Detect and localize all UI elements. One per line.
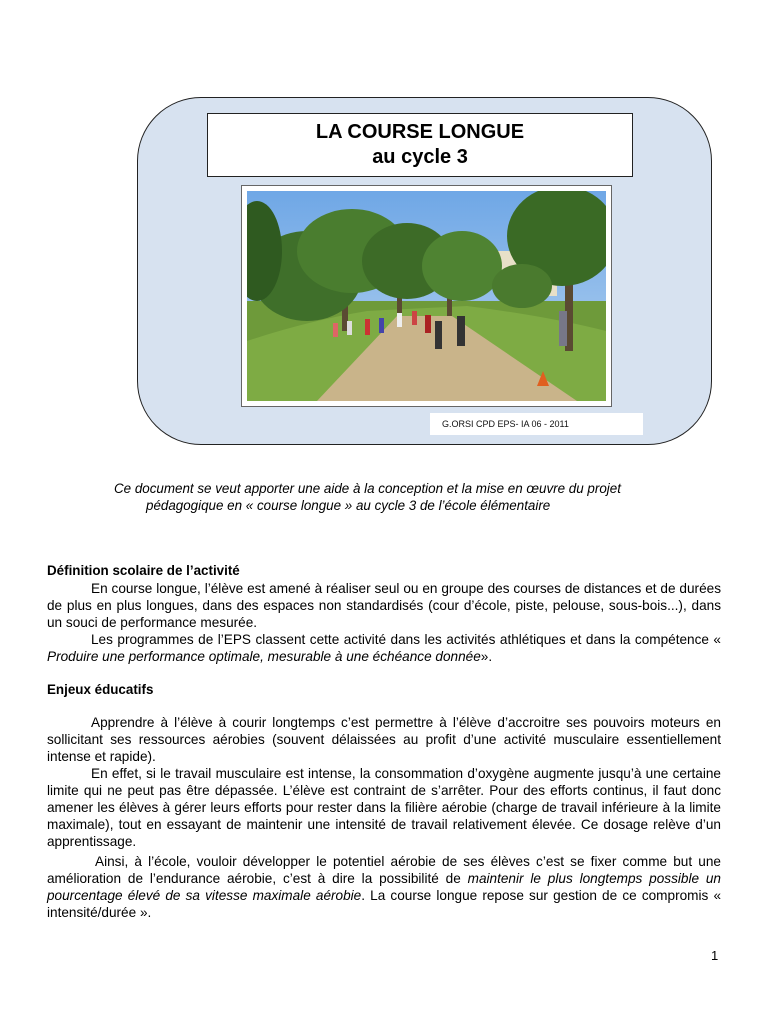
enjeux-paragraph-2	[47, 765, 721, 850]
enjeux-text-3-tail: . La course longue repose sur gestion de ce compromis « intensité/durée ».	[47, 888, 721, 920]
competence-quote: Produire une performance optimale, mesurable à une échéance donnée	[47, 649, 481, 664]
cover-photo	[241, 185, 612, 407]
enjeux-paragraph-3	[47, 853, 721, 921]
intro-prefix: Ce document se veut apporter	[114, 481, 295, 496]
definition-paragraph-1	[47, 580, 721, 631]
intro-line1: une aide à la conception et la mise en œuvre du projet	[294, 481, 621, 496]
definition-text-2-tail: ».	[480, 649, 493, 664]
document-title-box	[207, 113, 633, 177]
document-subtitle: au cycle 3	[372, 146, 468, 168]
enjeux-text-1: Apprendre à l’élève à courir longtemps c’est permettre à l’élève d’accroitre ses pouvoirs moteurs en sollicitant ses ressources aérobies (souvent délaissées au profit d’une activité musculaire essentiellement intense et rapide).	[47, 715, 721, 764]
enjeux-italic-goal: maintenir le plus longtemps possible un pourcentage élevé de sa vitesse maximale aérobie	[47, 871, 721, 903]
definition-text-1: En course longue, l’élève est amené à réaliser seul ou en groupe des courses de distances et de durées de plus en plus longues, dans des espaces non standardisés (cour d’école, piste, pelouse, sous-bois...), dans un souci de performance mesurée.	[47, 581, 721, 630]
definition-paragraph-2	[47, 631, 721, 665]
definition-text-2: Les programmes de l’EPS classent cette activité dans les activités athlétiques et dans la compétence «	[91, 632, 721, 647]
page-number: 1	[711, 948, 719, 963]
author-credit: G.ORSI CPD EPS- IA 06 - 2011	[430, 413, 643, 435]
document-title: LA COURSE LONGUE	[315, 121, 525, 143]
enjeux-text-2: En effet, si le travail musculaire est intense, la consommation d’oxygène augmente jusqu’à une certaine limite qui ne peut pas être dépassée. L’élève est contraint de s’arrêter. Pour des efforts continus, il faut donc amener les élèves à gérer leurs efforts pour rester dans la filière aérobie (charge de travail inférieure à la limite maximale), tout en essayant de maintenir une intensité de travail relativement élevée. Ce dosage relève d’un apprentissage.	[47, 766, 721, 849]
intro-statement	[48, 480, 720, 514]
running-children-photo	[247, 191, 606, 401]
intro-line2: pédagogique en « course longue » au cycle 3 de l’école élémentaire	[146, 498, 551, 513]
enjeux-heading: Enjeux éducatifs	[47, 682, 154, 697]
definition-heading: Définition scolaire de l’activité	[47, 563, 240, 578]
enjeux-paragraph-1	[47, 714, 721, 765]
enjeux-text-3: Ainsi, à l’école, vouloir développer le potentiel aérobie de ses élèves c’est se fixer comme but une amélioration de l’endurance aérobie, c’est à dire la possibilité de	[47, 854, 721, 886]
